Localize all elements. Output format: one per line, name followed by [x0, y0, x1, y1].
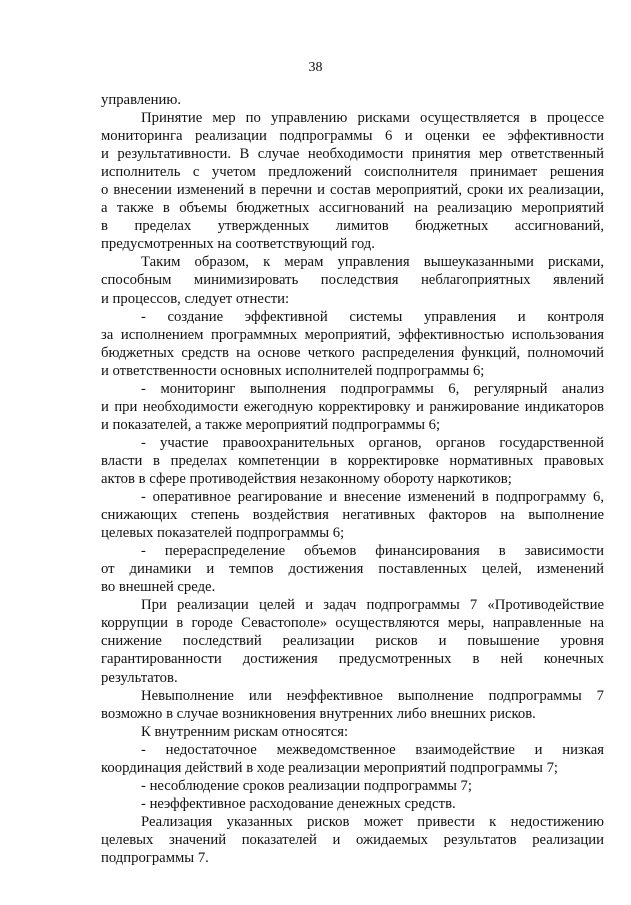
- text-line: Таким образом, к мерам управления вышеуказанными рисками,: [141, 254, 604, 271]
- text-line: К внутренним рискам относятся:: [141, 723, 349, 740]
- text-line: и ответственности основных исполнителей подпрограммы 6;: [101, 362, 485, 379]
- text-line: целевых значений показателей и ожидаемых результатов реализации: [101, 831, 604, 848]
- text-line: от динамики и темпов достижения поставленных целей, изменений: [101, 561, 604, 578]
- text-line: возможно в случае возникновения внутренних либо внешних рисков.: [101, 705, 536, 722]
- text-line: - перераспределение объемов финансирования в зависимости: [141, 543, 604, 560]
- text-line: в пределах утвержденных лимитов бюджетных ассигнований,: [101, 218, 604, 235]
- text-line: и показателей, а также мероприятий подпрограммы 6;: [101, 416, 441, 433]
- text-line: власти в пределах компетенции в корректировке нормативных правовых: [101, 452, 604, 469]
- text-line: - неэффективное расходование денежных средств.: [141, 795, 456, 812]
- text-line: координация действий в ходе реализации мероприятий подпрограммы 7;: [101, 759, 559, 776]
- text-line: Реализация указанных рисков может привести к недостижению: [141, 813, 604, 830]
- text-line: подпрограммы 7.: [101, 849, 209, 866]
- text-line: бюджетных средств на основе четкого распределения функций, полномочий: [101, 344, 604, 361]
- text-line: При реализации целей и задач подпрограммы 7 «Противодействие: [141, 597, 604, 614]
- text-line: Невыполнение или неэффективное выполнение подпрограммы 7: [141, 687, 604, 704]
- text-line: предусмотренных на соответствующий год.: [101, 236, 375, 253]
- text-line: - мониторинг выполнения подпрограммы 6, регулярный анализ: [141, 380, 604, 397]
- text-line: за исполнением программных мероприятий, эффективностью использования: [101, 326, 604, 343]
- text-line: гарантированности достижения предусмотренных в ней конечных: [101, 651, 604, 668]
- text-line: - несоблюдение сроков реализации подпрограммы 7;: [141, 777, 472, 794]
- text-line: о внесении изменений в перечни и состав мероприятий, сроки их реализации,: [101, 182, 604, 199]
- text-line: мониторинга реализации подпрограммы 6 и оценки ее эффективности: [101, 128, 604, 145]
- text-line: исполнитель с учетом предложений соисполнителя принимает решения: [101, 164, 604, 181]
- text-line: способным минимизировать последствия неблагоприятных явлений: [101, 272, 604, 289]
- text-line: и результативности. В случае необходимости принятия мер ответственный: [101, 146, 604, 163]
- text-line: Принятие мер по управлению рисками осуществляется в процессе: [141, 110, 604, 127]
- document-body: [101, 91, 604, 867]
- page-number: 38: [308, 60, 323, 75]
- text-line: и при необходимости ежегодную корректировку и ранжирование индикаторов: [101, 398, 604, 415]
- text-line: и процессов, следует отнести:: [101, 290, 290, 307]
- text-line: - создание эффективной системы управления и контроля: [141, 308, 604, 325]
- text-line: актов в сфере противодействия незаконному обороту наркотиков;: [101, 470, 512, 487]
- text-line: результатов.: [101, 669, 178, 686]
- text-line: во внешней среде.: [101, 579, 216, 596]
- text-line: - недостаточное межведомственное взаимодействие и низкая: [141, 741, 604, 758]
- text-line: - оперативное реагирование и внесение изменений в подпрограмму 6,: [141, 489, 604, 506]
- text-line: управлению.: [101, 92, 182, 108]
- text-line: снижение последствий реализации рисков и повышение уровня: [101, 633, 604, 650]
- text-line: целевых показателей подпрограммы 6;: [101, 525, 345, 542]
- text-line: снижающих степень воздействия негативных факторов на выполнение: [101, 507, 604, 524]
- text-line: а также в объемы бюджетных ассигнований на реализацию мероприятий: [101, 200, 604, 217]
- text-line: - участие правоохранительных органов, органов государственной: [141, 434, 604, 451]
- text-line: коррупции в городе Севастополе» осуществляются меры, направленные на: [101, 615, 604, 632]
